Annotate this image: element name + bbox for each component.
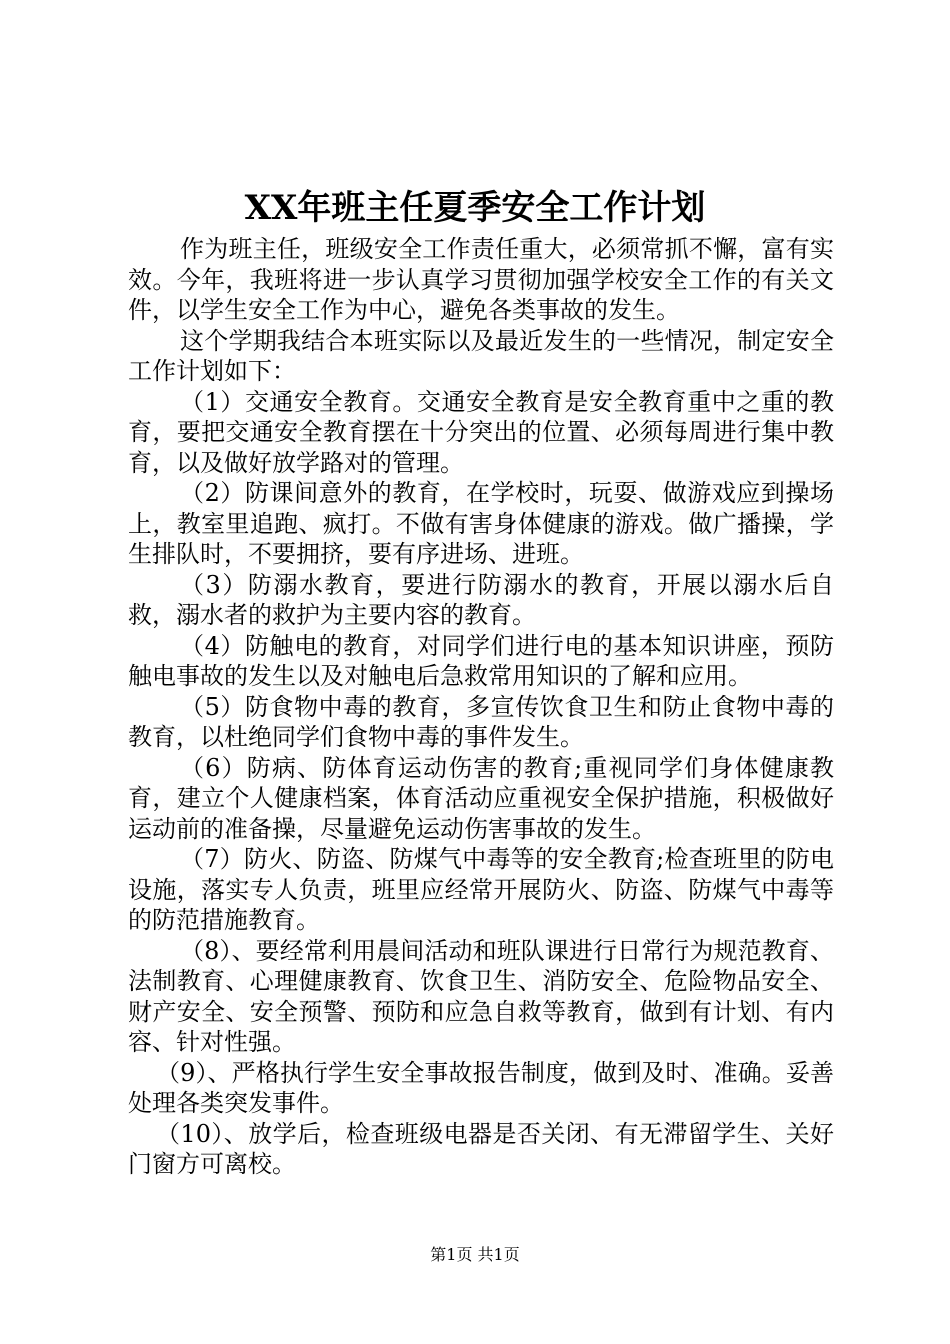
paragraph-item-5: （5）防食物中毒的教育，多宣传饮食卫生和防止食物中毒的教育，以杜绝同学们食物中毒的事件发生。: [128, 692, 834, 751]
paragraph-item-2: （2）防课间意外的教育，在学校时，玩耍、做游戏应到操场上，教室里追跑、疯打。不做有害身体健康的游戏。做广播操，学生排队时，不要拥挤，要有序进场、进班。: [128, 479, 834, 568]
paragraph-item-7: （7）防火、防盗、防煤气中毒等的安全教育;检查班里的防电设施，落实专人负责，班里应经常开展防火、防盗、防煤气中毒等的防范措施教育。: [128, 845, 834, 934]
paragraph-item-6: （6）防病、防体育运动伤害的教育;重视同学们身体健康教育，建立个人健康档案，体育活动应重视安全保护措施，积极做好运动前的准备操，尽量避免运动伤害事故的发生。: [128, 753, 834, 843]
document-body: [128, 234, 834, 1180]
paragraph-intro: 作为班主任，班级安全工作责任重大，必须常抓不懈，富有实效。今年，我班将进一步认真学习贯彻加强学校安全工作的有关文件，以学生安全工作为中心，避免各类事故的发生。: [128, 235, 834, 324]
paragraph-item-9: （9）、严格执行学生安全事故报告制度，做到及时、准确。妥善处理各类突发事件。: [128, 1058, 834, 1117]
paragraph-plan-lead: 这个学期我结合本班实际以及最近发生的一些情况，制定安全工作计划如下：: [128, 326, 834, 385]
paragraph-item-10: （10）、放学后，检查班级电器是否关闭、有无滞留学生、关好门窗方可离校。: [128, 1119, 834, 1178]
paragraph-item-1: （1）交通安全教育。交通安全教育是安全教育重中之重的教育，要把交通安全教育摆在十分突出的位置、必须每周进行集中教育，以及做好放学路对的管理。: [128, 387, 834, 477]
page-footer: 第1页 共1页: [430, 1245, 520, 1264]
paragraph-item-4: （4）防触电的教育，对同学们进行电的基本知识讲座，预防触电事故的发生以及对触电后急救常用知识的了解和应用。: [128, 631, 834, 690]
paragraph-item-8: （8）、要经常利用晨间活动和班队课进行日常行为规范教育、法制教育、心理健康教育、饮食卫生、消防安全、危险物品安全、财产安全、安全预警、预防和应急自救等教育，做到有计划、有内容、针对性强。: [128, 936, 834, 1056]
paragraph-item-3: （3）防溺水教育，要进行防溺水的教育，开展以溺水后自救，溺水者的救护为主要内容的教育。: [128, 570, 834, 629]
document-title: XX年班主任夏季安全工作计划: [244, 188, 706, 228]
